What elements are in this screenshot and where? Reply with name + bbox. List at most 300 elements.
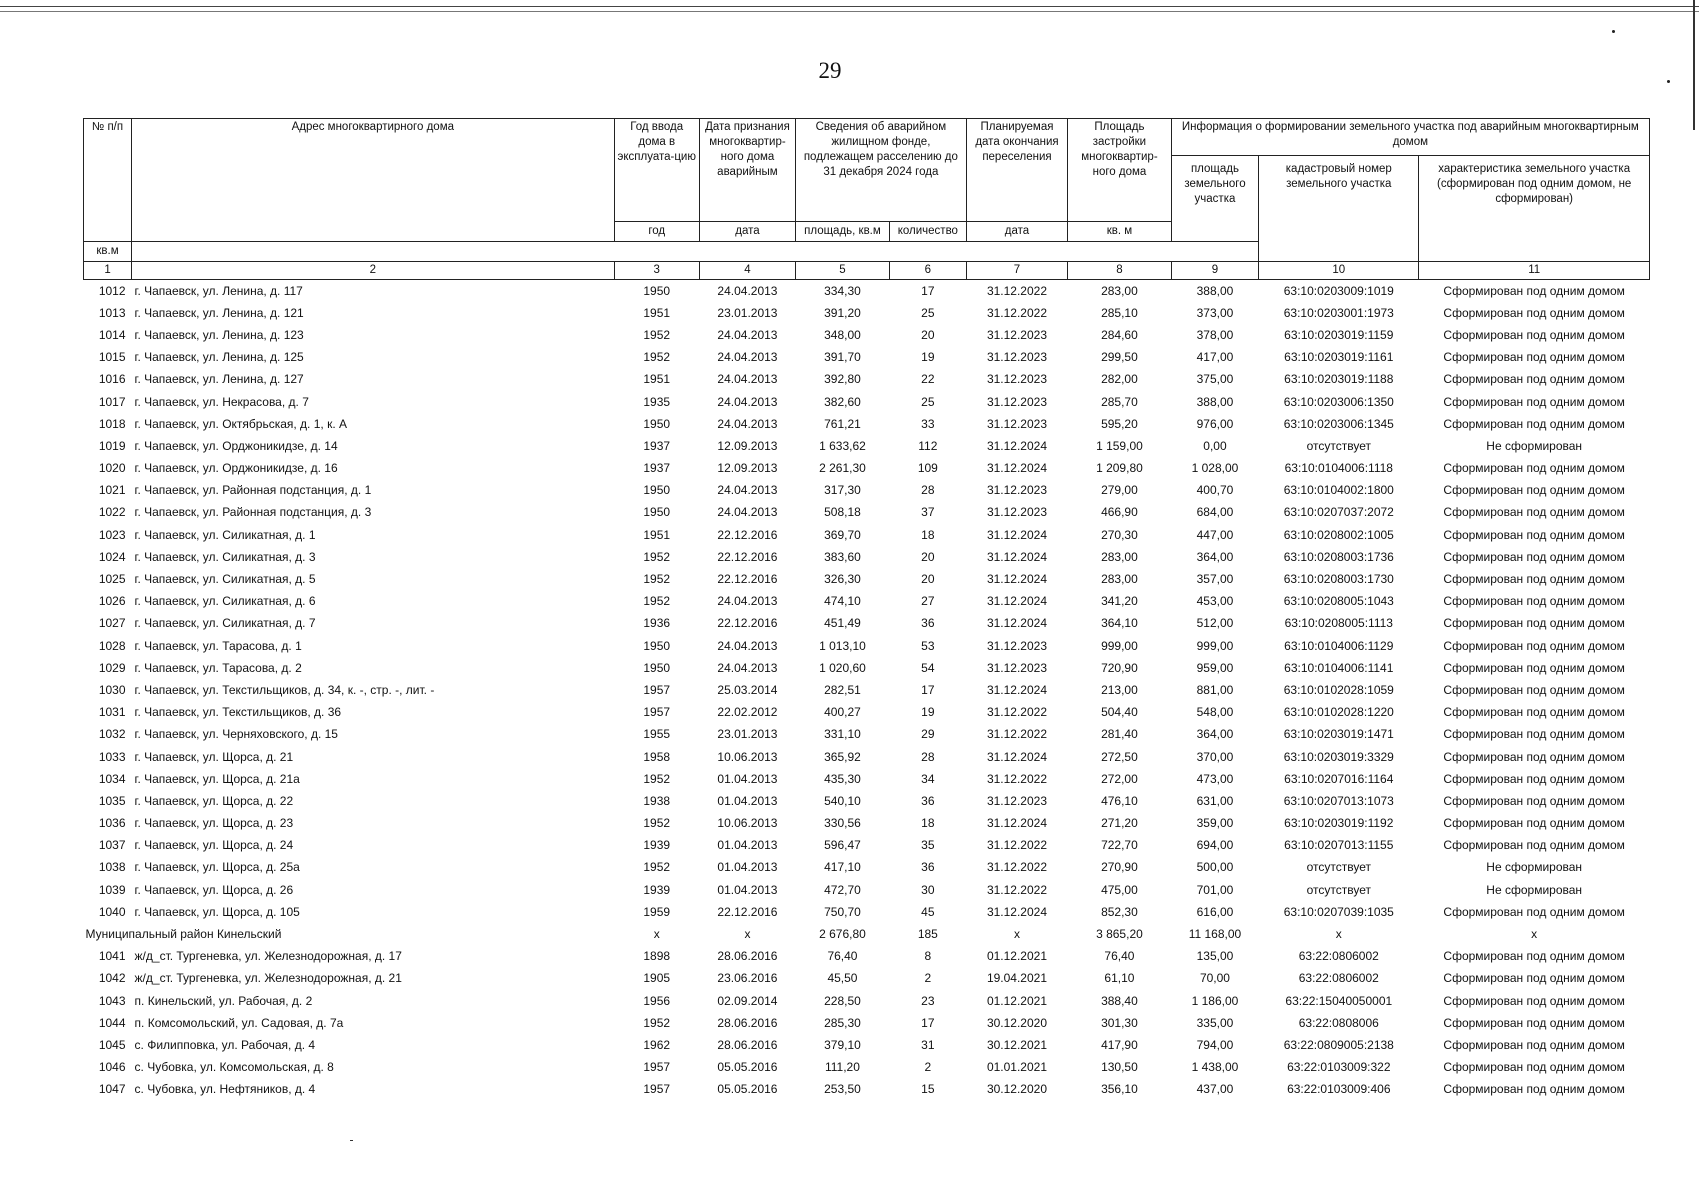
row-address: г. Чапаевск, ул. Орджоникидзе, д. 14 bbox=[134, 438, 338, 453]
row-cadastral-number: 63:10:0207016:1164 bbox=[1284, 771, 1394, 786]
table-row bbox=[84, 879, 1650, 901]
page-number: 29 bbox=[818, 58, 842, 83]
table-row bbox=[84, 834, 1650, 856]
row-residents-count: 19 bbox=[921, 705, 935, 720]
row-built-area: 476,10 bbox=[1101, 793, 1138, 808]
row-area: 369,70 bbox=[824, 527, 861, 542]
row-land-area: 70,00 bbox=[1199, 971, 1230, 986]
row-land-area: 335,00 bbox=[1196, 1015, 1234, 1030]
row-number: 1024 bbox=[98, 549, 126, 564]
row-planned-date: 31.12.2023 bbox=[986, 505, 1047, 520]
row-residents-count: 8 bbox=[924, 949, 932, 964]
table-row bbox=[84, 568, 1650, 590]
row-residents-count: 53 bbox=[921, 638, 935, 653]
row-address: г. Чапаевск, ул. Щорса, д. 23 bbox=[134, 816, 294, 831]
row-cadastral-number: 63:10:0104002:1800 bbox=[1283, 483, 1394, 498]
row-residents-count: 31 bbox=[921, 1037, 935, 1052]
row-address: г. Чапаевск, ул. Силикатная, д. 7 bbox=[134, 616, 316, 631]
row-number: 1019 bbox=[98, 438, 126, 453]
row-address: п. Кинельский, ул. Рабочая, д. 2 bbox=[134, 993, 313, 1008]
column-number: 11 bbox=[1419, 261, 1650, 279]
row-residents-count: 17 bbox=[921, 283, 935, 298]
row-land-area: 400,70 bbox=[1196, 483, 1234, 498]
row-residents-count: 35 bbox=[921, 838, 935, 853]
table-row bbox=[84, 368, 1650, 390]
row-land-area: 364,00 bbox=[1196, 727, 1234, 742]
row-number: 1015 bbox=[98, 350, 126, 365]
row-date-recognized: 10.06.2013 bbox=[717, 749, 778, 764]
header-cadastral: кадастровый номер земельного участка bbox=[1259, 156, 1419, 262]
row-built-area: 281,40 bbox=[1101, 727, 1138, 742]
row-built-area: 285,10 bbox=[1101, 305, 1138, 320]
row-date-recognized: 01.04.2013 bbox=[717, 838, 778, 853]
table-row bbox=[84, 524, 1650, 546]
row-cadastral-number: отсутствует bbox=[1306, 882, 1371, 897]
row-address: г. Чапаевск, ул. Щорса, д. 21а bbox=[134, 771, 300, 786]
row-address: г. Чапаевск, ул. Щорса, д. 105 bbox=[134, 904, 300, 919]
row-year: 1950 bbox=[643, 283, 671, 298]
row-date-recognized: 25.03.2014 bbox=[717, 682, 778, 697]
column-number: 7 bbox=[966, 261, 1067, 279]
row-address: г. Чапаевск, ул. Текстильщиков, д. 36 bbox=[134, 705, 342, 720]
row-date-recognized: 22.12.2016 bbox=[717, 904, 778, 919]
row-built-area: 475,00 bbox=[1101, 882, 1138, 897]
row-address: г. Чапаевск, ул. Ленина, д. 127 bbox=[134, 372, 304, 387]
row-year: 1957 bbox=[643, 1082, 671, 1097]
row-address: г. Чапаевск, ул. Районная подстанция, д. 3 bbox=[134, 505, 372, 520]
row-planned-date: 31.12.2024 bbox=[986, 749, 1047, 764]
row-built-area: 504,40 bbox=[1101, 705, 1138, 720]
row-land-characteristic: Сформирован под одним домом bbox=[1443, 305, 1625, 320]
row-planned-date: 31.12.2022 bbox=[986, 305, 1047, 320]
column-number: 8 bbox=[1068, 261, 1172, 279]
row-year: 1958 bbox=[643, 749, 671, 764]
row-year: 1950 bbox=[643, 660, 671, 675]
row-land-area: 794,00 bbox=[1196, 1037, 1234, 1052]
row-number: 1014 bbox=[98, 327, 126, 342]
row-number: 1036 bbox=[98, 816, 126, 831]
row-address: г. Чапаевск, ул. Текстильщиков, д. 34, к. -, стр. -, лит. - bbox=[134, 682, 435, 697]
row-address: г. Чапаевск, ул. Силикатная, д. 3 bbox=[134, 549, 316, 564]
row-residents-count: 2 bbox=[924, 1060, 932, 1075]
row-cadastral-number: отсутствует bbox=[1306, 438, 1371, 453]
row-address: г. Чапаевск, ул. Орджоникидзе, д. 16 bbox=[134, 461, 338, 476]
row-cadastral-number: 63:10:0104006:1129 bbox=[1284, 638, 1394, 653]
row-number: 1046 bbox=[98, 1060, 126, 1075]
row-cadastral-number: 63:10:0207037:2072 bbox=[1283, 505, 1394, 520]
row-land-area: 388,00 bbox=[1196, 283, 1234, 298]
row-address: г. Чапаевск, ул. Ленина, д. 125 bbox=[134, 350, 304, 365]
row-built-area: 213,00 bbox=[1101, 682, 1138, 697]
row-residents-count: 20 bbox=[921, 549, 935, 564]
row-date-recognized: 23.01.2013 bbox=[717, 305, 778, 320]
row-land-area: 375,00 bbox=[1196, 372, 1234, 387]
row-residents-count: 34 bbox=[921, 771, 935, 786]
row-date-recognized: 28.06.2016 bbox=[717, 949, 778, 964]
row-built-area: 595,20 bbox=[1101, 416, 1138, 431]
row-area: 761,21 bbox=[824, 416, 861, 431]
row-land-characteristic: Сформирован под одним домом bbox=[1443, 1082, 1625, 1097]
row-area: 750,70 bbox=[824, 904, 861, 919]
row-land-area: 135,00 bbox=[1196, 949, 1234, 964]
row-land-characteristic: Сформирован под одним домом bbox=[1443, 416, 1625, 431]
row-date-recognized: 22.12.2016 bbox=[717, 549, 778, 564]
row-cadastral-number: 63:10:0102028:1059 bbox=[1283, 682, 1394, 697]
row-date-recognized: 24.04.2013 bbox=[717, 638, 778, 653]
row-land-area: 1 186,00 bbox=[1191, 993, 1239, 1008]
row-cadastral-number: 63:10:0208005:1113 bbox=[1284, 616, 1393, 631]
row-land-characteristic: Сформирован под одним домом bbox=[1443, 327, 1625, 342]
row-year: 1957 bbox=[643, 1060, 671, 1075]
row-residents-count: 2 bbox=[924, 971, 932, 986]
row-address: г. Чапаевск, ул. Октябрьская, д. 1, к. А bbox=[134, 416, 347, 431]
row-cadastral-number: 63:22:0103009:406 bbox=[1287, 1082, 1391, 1097]
table-row bbox=[84, 590, 1650, 612]
row-land-area: 616,00 bbox=[1196, 904, 1234, 919]
row-number: 1021 bbox=[98, 483, 126, 498]
row-area: 282,51 bbox=[824, 682, 861, 697]
row-date-recognized: 12.09.2013 bbox=[717, 461, 778, 476]
row-land-area: 373,00 bbox=[1196, 305, 1234, 320]
row-land-characteristic: Сформирован под одним домом bbox=[1443, 283, 1625, 298]
row-land-characteristic: Сформирован под одним домом bbox=[1443, 527, 1625, 542]
row-cadastral-number: 63:10:0208003:1736 bbox=[1283, 549, 1394, 564]
row-date-recognized: 24.04.2013 bbox=[717, 416, 778, 431]
row-residents-count: 185 bbox=[917, 927, 938, 942]
row-year: 1952 bbox=[643, 327, 671, 342]
column-number: 2 bbox=[132, 261, 615, 279]
column-number: 6 bbox=[889, 261, 966, 279]
row-year: 1952 bbox=[643, 572, 671, 587]
unit-area: площадь, кв.м bbox=[795, 221, 889, 241]
row-area: 111,20 bbox=[824, 1060, 860, 1075]
row-land-area: 378,00 bbox=[1196, 327, 1234, 342]
row-land-characteristic: Сформирован под одним домом bbox=[1443, 572, 1625, 587]
row-area: 253,50 bbox=[824, 1082, 861, 1097]
table-row bbox=[84, 1034, 1650, 1056]
row-planned-date: 31.12.2022 bbox=[986, 283, 1047, 298]
row-year: 1952 bbox=[643, 594, 671, 609]
row-cadastral-number: 63:10:0203019:1161 bbox=[1284, 350, 1394, 365]
row-land-characteristic: Сформирован под одним домом bbox=[1443, 594, 1625, 609]
row-built-area: 299,50 bbox=[1101, 350, 1138, 365]
row-address: с. Чубовка, ул. Нефтяников, д. 4 bbox=[134, 1082, 316, 1097]
row-number: 1017 bbox=[98, 394, 126, 409]
scan-speck bbox=[1612, 30, 1615, 33]
row-area: 2 676,80 bbox=[819, 927, 866, 942]
row-planned-date: 31.12.2023 bbox=[986, 483, 1047, 498]
row-year: 1939 bbox=[643, 882, 671, 897]
row-address: ж/д_ст. Тургеневка, ул. Железнодорожная, д. 17 bbox=[134, 949, 402, 964]
row-number: 1039 bbox=[98, 882, 126, 897]
row-date-recognized: 01.04.2013 bbox=[717, 860, 778, 875]
row-land-characteristic: Сформирован под одним домом bbox=[1443, 682, 1625, 697]
table-row bbox=[84, 479, 1650, 501]
row-planned-date: 31.12.2024 bbox=[986, 438, 1047, 453]
row-residents-count: 17 bbox=[921, 1015, 935, 1030]
row-land-characteristic: Сформирован под одним домом bbox=[1443, 705, 1625, 720]
row-residents-count: 29 bbox=[921, 727, 935, 742]
row-number: 1031 bbox=[98, 705, 126, 720]
header-no: № п/п bbox=[84, 119, 132, 222]
row-land-area: 473,00 bbox=[1196, 771, 1234, 786]
row-built-area: 284,60 bbox=[1101, 327, 1138, 342]
unit-land: кв.м bbox=[84, 241, 132, 261]
table-row bbox=[84, 457, 1650, 479]
row-year: 1952 bbox=[643, 771, 671, 786]
column-number: 10 bbox=[1259, 261, 1419, 279]
table-row bbox=[84, 723, 1650, 745]
header-date-recognized: Дата признания многоквартир-ного дома аварийным bbox=[699, 119, 795, 222]
row-date-recognized: 22.12.2016 bbox=[717, 572, 778, 587]
row-address: г. Чапаевск, ул. Ленина, д. 117 bbox=[134, 283, 303, 298]
row-built-area: 1 159,00 bbox=[1096, 438, 1143, 453]
row-land-characteristic: Сформирован под одним домом bbox=[1443, 660, 1625, 675]
row-land-characteristic: Сформирован под одним домом bbox=[1443, 1015, 1625, 1030]
row-area: 285,30 bbox=[824, 1015, 861, 1030]
table-row bbox=[84, 1078, 1650, 1100]
row-area: 392,80 bbox=[824, 372, 861, 387]
row-residents-count: 36 bbox=[921, 793, 935, 808]
row-built-area: 271,20 bbox=[1101, 816, 1138, 831]
row-built-area: 720,90 bbox=[1101, 660, 1138, 675]
row-built-area: 356,10 bbox=[1101, 1082, 1138, 1097]
row-area: 348,00 bbox=[824, 327, 861, 342]
row-address: г. Чапаевск, ул. Тарасова, д. 2 bbox=[134, 660, 302, 675]
row-number: 1034 bbox=[98, 771, 126, 786]
row-year: 1955 bbox=[643, 727, 671, 742]
row-planned-date: 31.12.2024 bbox=[986, 527, 1047, 542]
row-area: 365,92 bbox=[824, 749, 861, 764]
table-row bbox=[84, 612, 1650, 634]
row-land-area: 548,00 bbox=[1196, 705, 1234, 720]
row-residents-count: 112 bbox=[918, 438, 938, 453]
row-land-characteristic: Сформирован под одним домом bbox=[1443, 904, 1625, 919]
table-row bbox=[84, 901, 1650, 923]
row-cadastral-number: x bbox=[1335, 927, 1342, 942]
table-row bbox=[84, 279, 1650, 302]
row-cadastral-number: 63:10:0207039:1035 bbox=[1283, 904, 1394, 919]
row-planned-date: 31.12.2024 bbox=[986, 816, 1047, 831]
row-address: п. Комсомольский, ул. Садовая, д. 7а bbox=[134, 1015, 344, 1030]
row-date-recognized: 28.06.2016 bbox=[717, 1037, 778, 1052]
row-area: 472,70 bbox=[824, 882, 861, 897]
row-land-area: 959,00 bbox=[1196, 660, 1234, 675]
row-year: 1950 bbox=[643, 416, 671, 431]
unit-planned: дата bbox=[966, 221, 1067, 241]
row-number: 1018 bbox=[98, 416, 126, 431]
row-land-area: 976,00 bbox=[1196, 416, 1234, 431]
row-number: 1033 bbox=[98, 749, 126, 764]
row-address: г. Чапаевск, ул. Щорса, д. 25а bbox=[134, 860, 300, 875]
table-row bbox=[84, 967, 1650, 989]
row-cadastral-number: 63:10:0203019:1471 bbox=[1283, 727, 1394, 742]
row-number: 1028 bbox=[98, 638, 126, 653]
row-land-area: 447,00 bbox=[1196, 527, 1234, 542]
row-number: 1041 bbox=[98, 949, 126, 964]
row-cadastral-number: 63:10:0203009:1019 bbox=[1283, 283, 1394, 298]
row-area: 1 633,62 bbox=[819, 438, 866, 453]
row-land-characteristic: Сформирован под одним домом bbox=[1443, 749, 1625, 764]
table-row bbox=[84, 790, 1650, 812]
row-land-area: 388,00 bbox=[1196, 394, 1234, 409]
row-year: 1952 bbox=[643, 860, 671, 875]
row-date-recognized: 23.06.2016 bbox=[717, 971, 778, 986]
row-date-recognized: 24.04.2013 bbox=[717, 594, 778, 609]
table-row bbox=[84, 390, 1650, 412]
table-row bbox=[84, 501, 1650, 523]
row-cadastral-number: 63:22:15040050001 bbox=[1285, 993, 1393, 1008]
row-land-characteristic: x bbox=[1531, 927, 1538, 942]
row-built-area: 283,00 bbox=[1101, 549, 1138, 564]
row-date-recognized: 24.04.2013 bbox=[717, 350, 778, 365]
row-land-characteristic: Сформирован под одним домом bbox=[1443, 949, 1625, 964]
row-year: 1950 bbox=[643, 483, 671, 498]
header-emergency-info: Сведения об аварийном жилищном фонде, подлежащем расселению до 31 декабря 2024 года bbox=[795, 119, 966, 222]
row-planned-date: 31.12.2022 bbox=[986, 705, 1047, 720]
table-row bbox=[84, 945, 1650, 967]
row-planned-date: 01.01.2021 bbox=[986, 1060, 1047, 1075]
row-built-area: 61,10 bbox=[1104, 971, 1135, 986]
row-address: г. Чапаевск, ул. Щорса, д. 26 bbox=[134, 882, 294, 897]
row-built-area: 3 865,20 bbox=[1096, 927, 1143, 942]
row-year: 1952 bbox=[643, 816, 671, 831]
row-cadastral-number: 63:10:0207013:1155 bbox=[1284, 838, 1394, 853]
row-residents-count: 36 bbox=[921, 616, 935, 631]
row-land-area: 512,00 bbox=[1196, 616, 1234, 631]
row-land-characteristic: Сформирован под одним домом bbox=[1443, 993, 1625, 1008]
row-area: 400,27 bbox=[824, 705, 861, 720]
table-row bbox=[84, 635, 1650, 657]
row-date-recognized: 28.06.2016 bbox=[717, 1015, 778, 1030]
row-number: 1026 bbox=[98, 594, 126, 609]
row-year: 1951 bbox=[643, 372, 671, 387]
row-date-recognized: 05.05.2016 bbox=[717, 1082, 778, 1097]
table-row bbox=[84, 302, 1650, 324]
row-number: 1027 bbox=[98, 616, 126, 631]
row-planned-date: 31.12.2024 bbox=[986, 461, 1047, 476]
row-number: 1043 bbox=[98, 993, 126, 1008]
row-residents-count: 37 bbox=[921, 505, 935, 520]
row-number: 1023 bbox=[98, 527, 126, 542]
row-cadastral-number: 63:10:0208005:1043 bbox=[1283, 594, 1394, 609]
row-cadastral-number: 63:10:0208003:1730 bbox=[1283, 572, 1394, 587]
table-row bbox=[84, 768, 1650, 790]
row-area: 45,50 bbox=[827, 971, 858, 986]
row-year: 1959 bbox=[643, 904, 671, 919]
row-planned-date: 31.12.2023 bbox=[986, 416, 1047, 431]
row-built-area: 283,00 bbox=[1101, 572, 1138, 587]
row-land-area: 999,00 bbox=[1196, 638, 1234, 653]
row-built-area: 466,90 bbox=[1101, 505, 1138, 520]
scan-border-top bbox=[0, 6, 1699, 7]
row-address: г. Чапаевск, ул. Силикатная, д. 6 bbox=[134, 594, 316, 609]
row-planned-date: 31.12.2023 bbox=[986, 327, 1047, 342]
row-land-area: 1 028,00 bbox=[1191, 461, 1239, 476]
row-area: 383,60 bbox=[824, 549, 861, 564]
row-residents-count: 22 bbox=[921, 372, 935, 387]
row-land-characteristic: Сформирован под одним домом bbox=[1443, 394, 1625, 409]
row-address: Муниципальный район Кинельский bbox=[85, 927, 282, 942]
row-built-area: 1 209,80 bbox=[1096, 461, 1143, 476]
row-cadastral-number: 63:10:0203019:1188 bbox=[1284, 372, 1394, 387]
row-date-recognized: 05.05.2016 bbox=[717, 1060, 778, 1075]
row-land-area: 631,00 bbox=[1196, 793, 1234, 808]
row-year: 1952 bbox=[643, 549, 671, 564]
row-land-area: 500,00 bbox=[1196, 860, 1234, 875]
row-area: 540,10 bbox=[824, 793, 861, 808]
table-row bbox=[84, 657, 1650, 679]
row-number: 1020 bbox=[98, 461, 126, 476]
row-number: 1030 bbox=[98, 682, 126, 697]
row-residents-count: 25 bbox=[921, 305, 935, 320]
row-planned-date: 31.12.2022 bbox=[986, 771, 1047, 786]
row-number: 1044 bbox=[98, 1015, 126, 1030]
row-land-area: 453,00 bbox=[1196, 594, 1234, 609]
row-built-area: 388,40 bbox=[1101, 993, 1138, 1008]
row-planned-date: 31.12.2023 bbox=[986, 638, 1047, 653]
row-planned-date: 01.12.2021 bbox=[986, 949, 1047, 964]
table-row bbox=[84, 546, 1650, 568]
row-date-recognized: 24.04.2013 bbox=[717, 372, 778, 387]
row-built-area: 283,00 bbox=[1101, 283, 1138, 298]
row-planned-date: 31.12.2024 bbox=[986, 682, 1047, 697]
table-row bbox=[84, 679, 1650, 701]
row-area: 334,30 bbox=[824, 283, 861, 298]
row-residents-count: 17 bbox=[921, 682, 935, 697]
unit-empty bbox=[84, 221, 132, 241]
row-land-area: 357,00 bbox=[1196, 572, 1234, 587]
row-built-area: 852,30 bbox=[1101, 904, 1138, 919]
row-year: 1957 bbox=[643, 705, 671, 720]
row-land-characteristic: Сформирован под одним домом bbox=[1443, 793, 1625, 808]
row-date-recognized: 24.04.2013 bbox=[717, 283, 778, 298]
table-row bbox=[84, 413, 1650, 435]
row-date-recognized: 01.04.2013 bbox=[717, 793, 778, 808]
row-land-characteristic: Сформирован под одним домом bbox=[1443, 461, 1625, 476]
row-number: 1032 bbox=[98, 727, 126, 742]
row-residents-count: 27 bbox=[921, 594, 935, 609]
row-number: 1037 bbox=[98, 838, 126, 853]
table-row bbox=[84, 990, 1650, 1012]
row-land-area: 417,00 bbox=[1196, 350, 1234, 365]
row-date-recognized: 22.12.2016 bbox=[717, 616, 778, 631]
column-number: 4 bbox=[699, 261, 795, 279]
row-land-characteristic: Сформирован под одним домом bbox=[1443, 1060, 1625, 1075]
row-land-characteristic: Сформирован под одним домом bbox=[1443, 616, 1625, 631]
row-address: г. Чапаевск, ул. Щорса, д. 22 bbox=[134, 793, 294, 808]
row-cadastral-number: 63:10:0203001:1973 bbox=[1283, 305, 1394, 320]
row-number: 1045 bbox=[98, 1037, 126, 1052]
row-residents-count: 36 bbox=[921, 860, 935, 875]
row-residents-count: 54 bbox=[921, 660, 935, 675]
row-date-recognized: 01.04.2013 bbox=[717, 882, 778, 897]
table-row bbox=[84, 812, 1650, 834]
row-area: 379,10 bbox=[824, 1037, 861, 1052]
unit-date: дата bbox=[699, 221, 795, 241]
row-built-area: 130,50 bbox=[1101, 1060, 1138, 1075]
row-planned-date: 01.12.2021 bbox=[986, 993, 1047, 1008]
table-row bbox=[84, 324, 1650, 346]
row-area: 330,56 bbox=[824, 816, 861, 831]
row-date-recognized: 01.04.2013 bbox=[717, 771, 778, 786]
row-area: 326,30 bbox=[824, 572, 861, 587]
row-address: с. Филипповка, ул. Рабочая, д. 4 bbox=[134, 1037, 316, 1052]
row-land-area: 359,00 bbox=[1196, 816, 1234, 831]
row-year: 1938 bbox=[643, 793, 671, 808]
header-land-char: характеристика земельного участка (сформирован под одним домом, не сформирован) bbox=[1419, 156, 1650, 262]
row-area: 596,47 bbox=[824, 838, 861, 853]
